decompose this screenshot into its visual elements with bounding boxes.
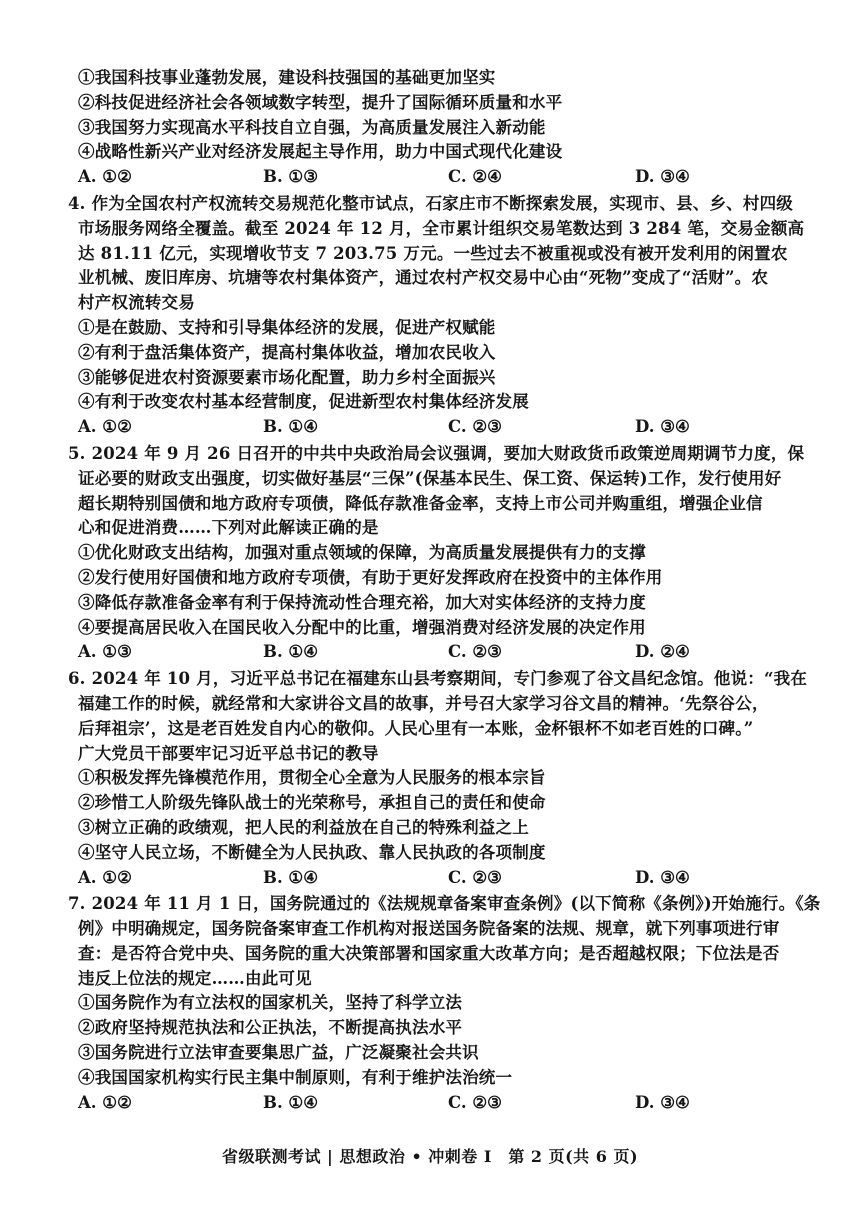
q6-stem-line: 福建工作的时候，就经常和大家讲谷文昌的故事，并号召大家学习谷文昌的精神。‘先祭谷公， xyxy=(78,693,769,713)
q3-option-b: B. ①③ xyxy=(263,167,319,187)
q7-option-b: B. ①④ xyxy=(263,1092,319,1112)
q7-option-d: D. ③④ xyxy=(635,1092,690,1112)
q6-option-b: B. ①④ xyxy=(263,867,319,887)
q4-item-2: ②有利于盘活集体资产，提高村集体收益，增加农民收入 xyxy=(78,342,496,362)
q7-item-2: ②政府坚持规范执法和公正执法，不断提高执法水平 xyxy=(78,1018,463,1038)
q4-stem-line: 村产权流转交易 xyxy=(78,293,195,313)
q6-item-3: ③树立正确的政绩观，把人民的利益放在自己的特殊利益之上 xyxy=(78,817,529,837)
question-3 xyxy=(78,66,786,190)
page-footer: 省级联测考试 | 思想政治 • 冲刺卷 I 第 2 页(共 6 页) xyxy=(221,1147,639,1166)
q5-option-a: A. ①③ xyxy=(78,642,132,662)
q6-stem-line: 广大党员干部要牢记习近平总书记的教导 xyxy=(78,743,379,763)
q4-stem-line: 市场服务网络全覆盖。截至 2024 年 12 月，全市累计组织交易笔数达到 3 284 笔，交易金额高 xyxy=(78,218,805,238)
q6-option-a: A. ①② xyxy=(78,867,132,887)
q6-stem-line: 后拜祖宗’，这是老百姓发自内心的敬仰。人民心里有一本账，金杯银杯不如老百姓的口碑。” xyxy=(78,718,754,738)
q5-options xyxy=(78,640,786,665)
q4-option-a: A. ①② xyxy=(78,417,132,437)
q6-item-4: ④坚守人民立场，不断健全为人民执政、靠人民执政的各项制度 xyxy=(78,842,546,862)
q7-stem-line: 7. 2024 年 11 月 1 日，国务院通过的《法规规章备案审查条例》(以下简称《条例》)开始施行。《条 xyxy=(68,894,821,914)
q6-stem-line: 6. 2024 年 10 月，习近平总书记在福建东山县考察期间，专门参观了谷文昌纪念馆。他说：“我在 xyxy=(68,669,808,689)
q4-stem-line: 4. 作为全国农村产权流转交易规范化整市试点，石家庄市不断探索发展，实现市、县、乡、村四级 xyxy=(68,193,793,213)
q5-stem-line: 证必要的财政支出强度，切实做好基层“三保”(保基本民生、保工资、保运转)工作，发行使用好 xyxy=(78,468,782,488)
page-content xyxy=(68,66,821,1115)
q5-stem-line: 超长期特别国债和地方政府专项债，降低存款准备金率，支持上市公司并购重组，增强企业信 xyxy=(78,493,763,513)
q6-item-1: ①积极发挥先锋模范作用，贯彻全心全意为人民服务的根本宗旨 xyxy=(78,768,546,788)
q7-item-1: ①国务院作为有立法权的国家机关，坚持了科学立法 xyxy=(78,993,463,1013)
q4-item-1: ①是在鼓励、支持和引导集体经济的发展，促进产权赋能 xyxy=(78,317,496,337)
question-6 xyxy=(68,667,808,890)
q7-item-3: ③国务院进行立法审查要集思广益，广泛凝聚社会共识 xyxy=(78,1043,479,1063)
q5-option-d: D. ②④ xyxy=(635,642,690,662)
q5-option-b: B. ①④ xyxy=(263,642,319,662)
q6-option-d: D. ③④ xyxy=(635,867,690,887)
q6-options xyxy=(78,866,786,891)
q7-stem-line: 违反上位法的规定……由此可见 xyxy=(78,968,312,988)
q7-options xyxy=(78,1091,786,1116)
q4-item-4: ④有利于改变农村基本经营制度，促进新型农村集体经济发展 xyxy=(78,392,529,412)
q4-option-b: B. ①④ xyxy=(263,417,319,437)
q5-item-1: ①优化财政支出结构，加强对重点领域的保障，为高质量发展提供有力的支撑 xyxy=(78,543,646,563)
q7-option-c: C. ②③ xyxy=(448,1092,502,1112)
q5-item-3: ③降低存款准备金率有利于保持流动性合理充裕，加大对实体经济的支持力度 xyxy=(78,592,646,612)
q5-item-4: ④要提高居民收入在国民收入分配中的比重，增强消费对经济发展的决定作用 xyxy=(78,617,646,637)
q7-option-a: A. ①② xyxy=(78,1092,132,1112)
q5-option-c: C. ②③ xyxy=(448,642,502,662)
q3-item-3: ③我国努力实现高水平科技自立自强，为高质量发展注入新动能 xyxy=(78,117,546,137)
q4-stem-line: 达 81.11 亿元，实现增收节支 7 203.75 万元。一些过去不被重视或没有被开发利用的闲置农 xyxy=(78,243,788,263)
q3-item-2: ②科技促进经济社会各领域数字转型，提升了国际循环质量和水平 xyxy=(78,92,563,112)
q3-option-d: D. ③④ xyxy=(635,167,690,187)
q5-stem-line: 心和促进消费……下列对此解读正确的是 xyxy=(78,518,379,538)
question-5 xyxy=(68,442,805,665)
q7-stem-line: 查：是否符合党中央、国务院的重大决策部署和国家重大改革方向；是否超越权限；下位法是否 xyxy=(78,943,780,963)
q4-option-d: D. ③④ xyxy=(635,417,690,437)
q6-item-2: ②珍惜工人阶级先锋队战士的光荣称号，承担自己的责任和使命 xyxy=(78,793,546,813)
q6-option-c: C. ②③ xyxy=(448,867,502,887)
q7-item-4: ④我国国家机构实行民主集中制原则，有利于维护法治统一 xyxy=(78,1067,513,1087)
q3-options xyxy=(78,165,786,190)
q4-options xyxy=(78,415,786,440)
q3-option-c: C. ②④ xyxy=(448,167,502,187)
q7-stem-line: 例》中明确规定，国务院备案审查工作机构对报送国务院备案的法规、规章，就下列事项进行审 xyxy=(78,919,780,939)
q5-item-2: ②发行使用好国债和地方政府专项债，有助于更好发挥政府在投资中的主体作用 xyxy=(78,567,663,587)
q5-stem-line: 5. 2024 年 9 月 26 日召开的中共中央政治局会议强调，要加大财政货币政策逆周期调节力度，保 xyxy=(68,443,805,463)
q4-item-3: ③能够促进农村资源要素市场化配置，助力乡村全面振兴 xyxy=(78,367,496,387)
q3-item-1: ①我国科技事业蓬勃发展，建设科技强国的基础更加坚实 xyxy=(78,68,496,87)
question-4 xyxy=(68,192,805,440)
question-7 xyxy=(68,892,821,1115)
q4-stem-line: 业机械、废旧库房、坑塘等农村集体资产，通过农村产权交易中心由“死物”变成了“活财”。农 xyxy=(78,268,769,288)
q3-item-4: ④战略性新兴产业对经济发展起主导作用，助力中国式现代化建设 xyxy=(78,142,563,162)
q3-option-a: A. ①② xyxy=(78,167,132,187)
q4-option-c: C. ②③ xyxy=(448,417,502,437)
